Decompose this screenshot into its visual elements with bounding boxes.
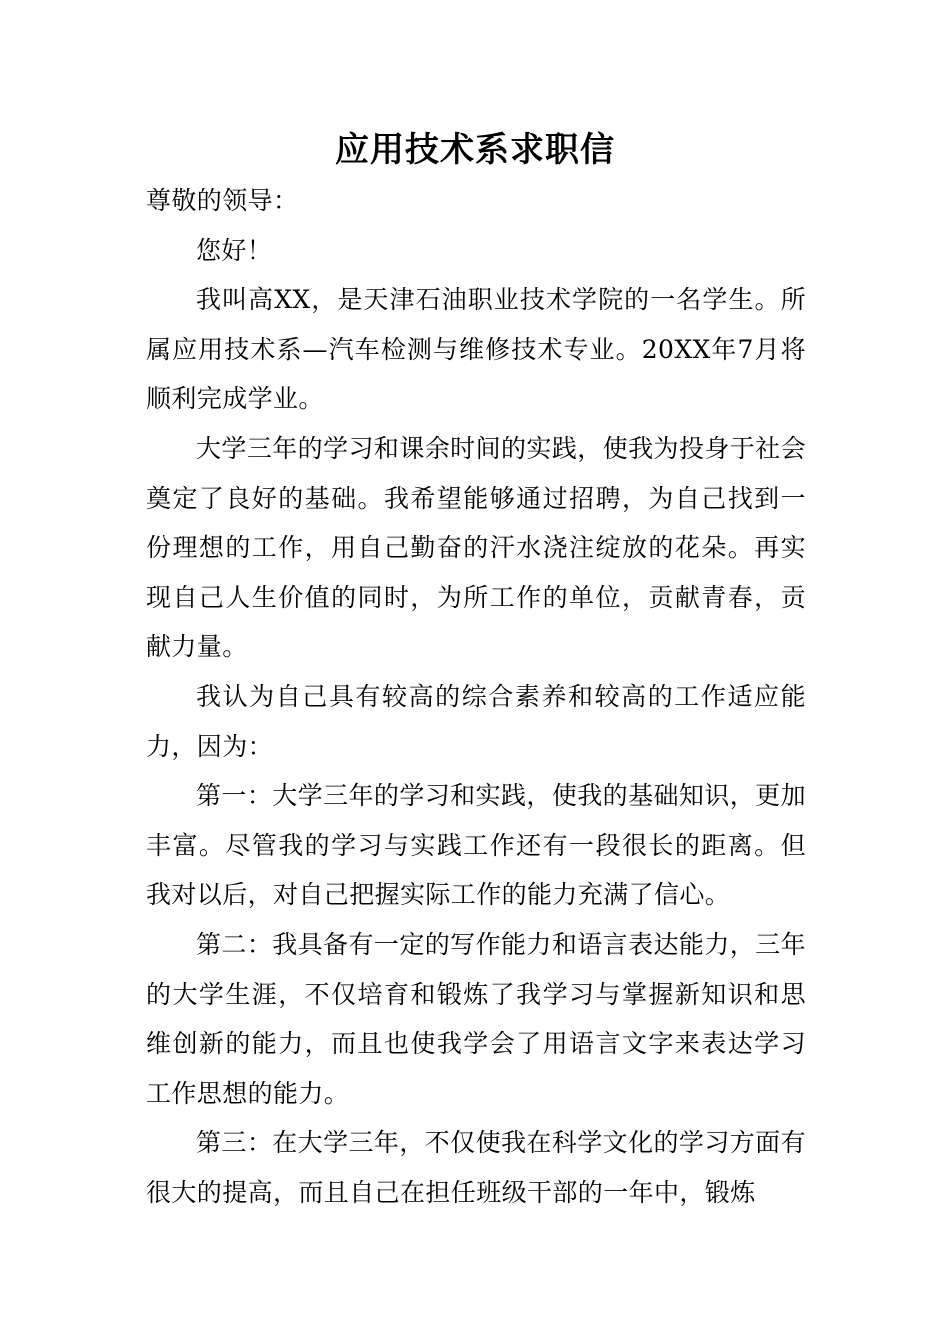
point-one-paragraph: 第一：大学三年的学习和实践，使我的基础知识，更加丰富。尽管我的学习与实践工作还有一段很长的距离。但我对以后，对自己把握实际工作的能力充满了信心。 — [146, 781, 806, 910]
point-two-paragraph: 第二：我具备有一定的写作能力和语言表达能力，三年的大学生涯，不仅培育和锻炼了我学习与掌握新知识和思维创新的能力，而且也使我学会了用语言文字来表达学习工作思想的能力。 — [146, 929, 806, 1108]
experience-paragraph: 大学三年的学习和课余时间的实践，使我为投身于社会奠定了良好的基础。我希望能够通过招聘，为自己找到一份理想的工作，用自己勤奋的汗水浇注绽放的花朵。再实现自己人生价值的同时，为所工作的单位，贡献青春，贡献力量。 — [146, 433, 806, 662]
ability-paragraph: 我认为自己具有较高的综合素养和较高的工作适应能力，因为： — [146, 681, 806, 761]
greeting-paragraph: 您好！ — [196, 235, 273, 265]
intro-paragraph: 我叫高XX，是天津石油职业技术学院的一名学生。所属应用技术系—汽车检测与维修技术专业。20XX年7月将顺利完成学业。 — [146, 285, 806, 414]
salutation: 尊敬的领导： — [146, 186, 299, 215]
letter-body — [146, 176, 806, 1217]
point-three-paragraph: 第三：在大学三年，不仅使我在科学文化的学习方面有很大的提高，而且自己在担任班级干部的一年中，锻炼 — [146, 1128, 806, 1207]
document-title: 应用技术系求职信 — [335, 130, 615, 170]
